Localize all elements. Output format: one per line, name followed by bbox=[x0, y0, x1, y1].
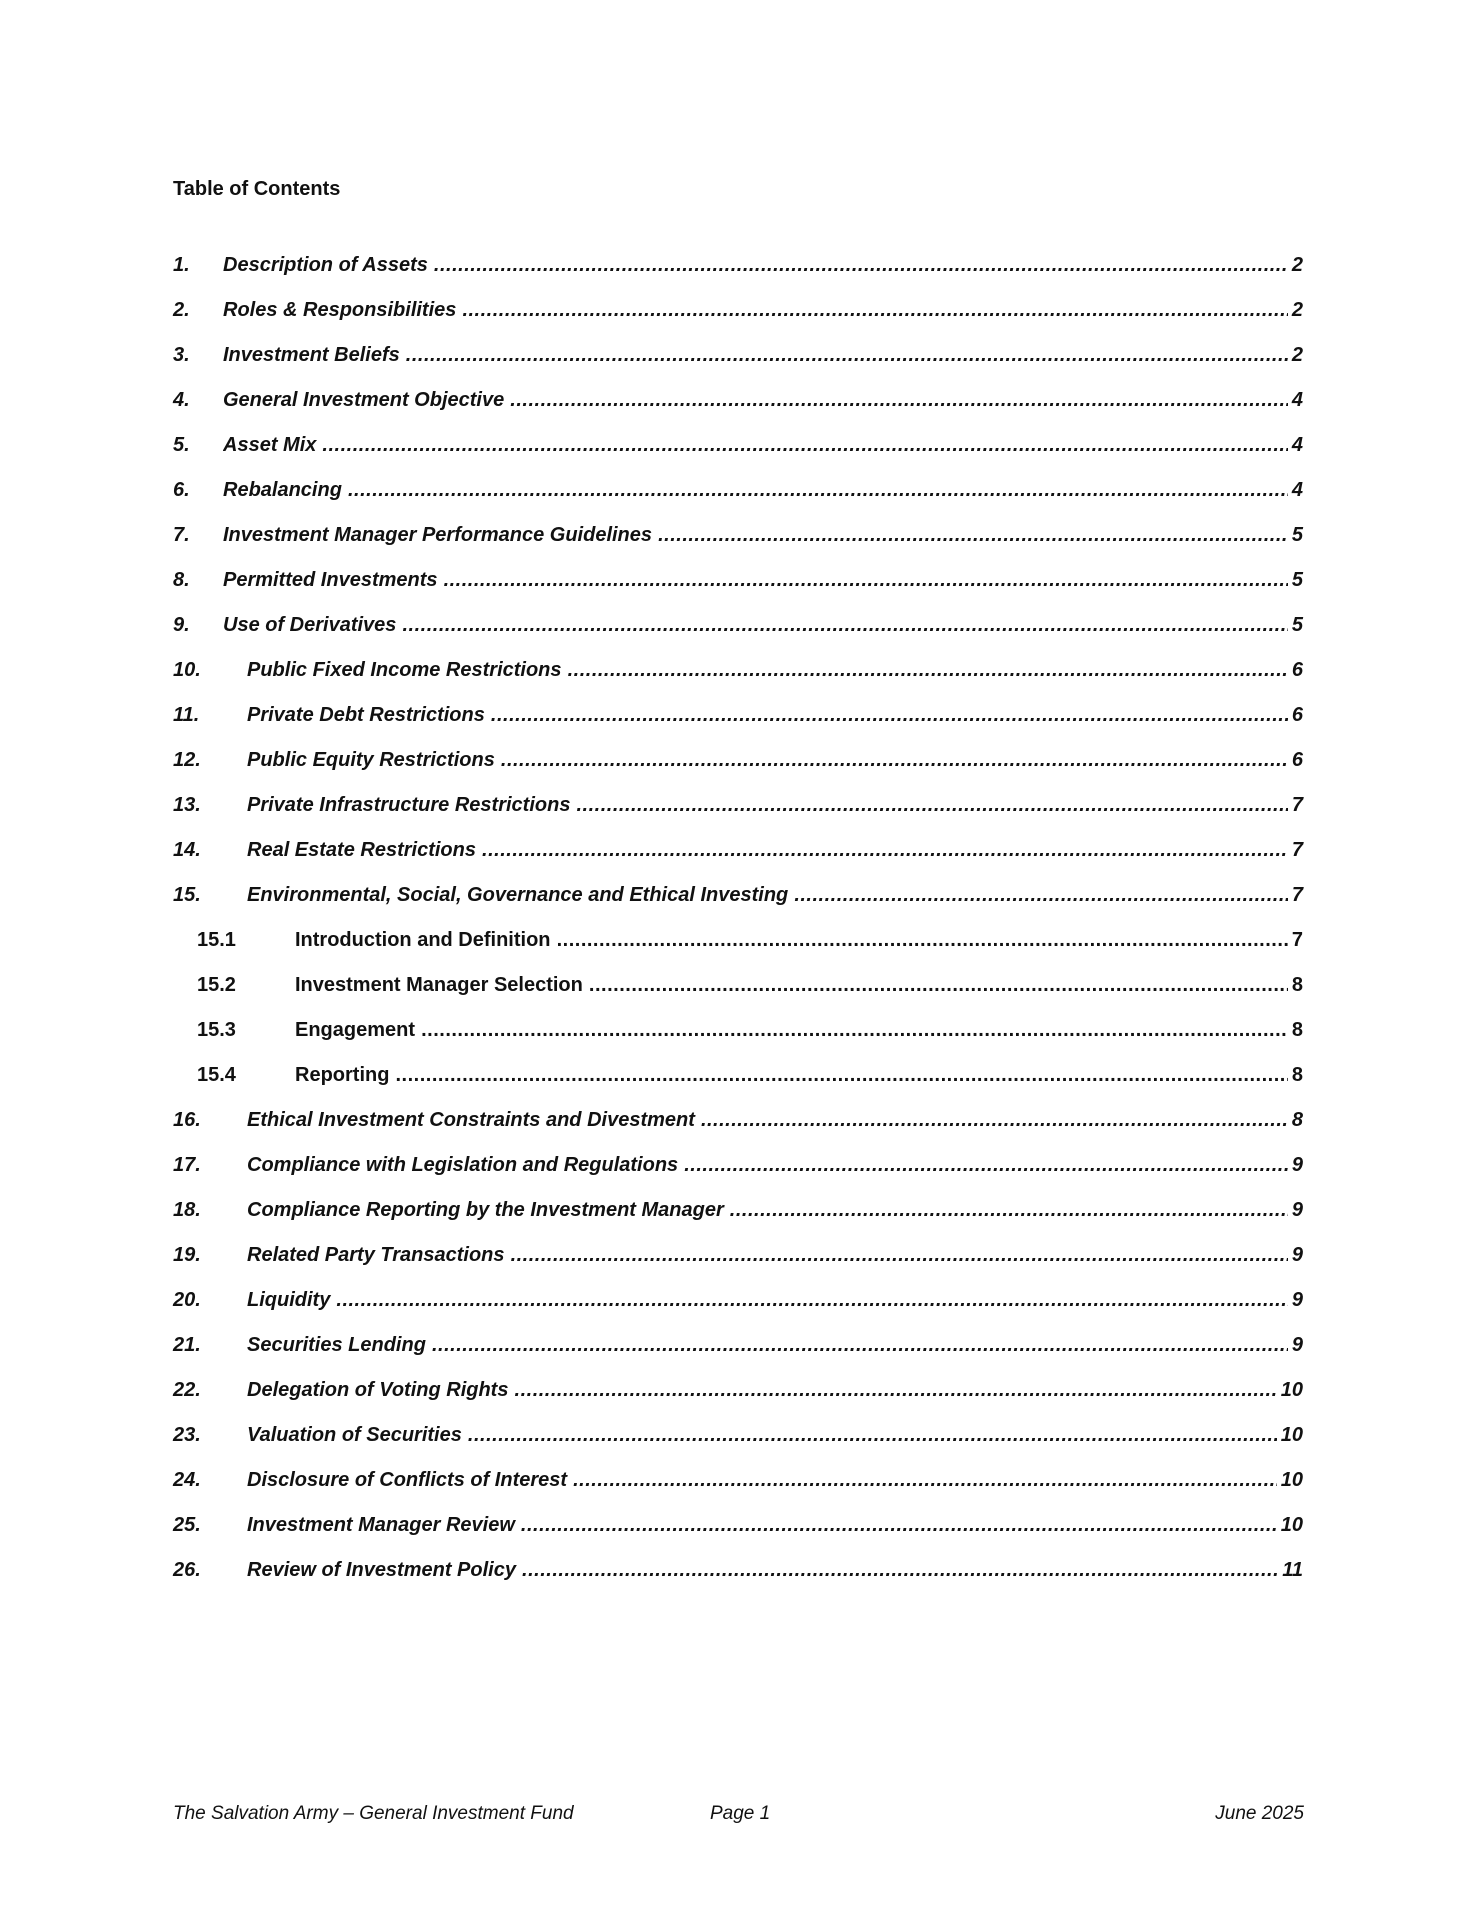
toc-entry[interactable] bbox=[173, 299, 1303, 344]
toc-entry[interactable] bbox=[173, 434, 1303, 479]
toc-entry-number: 10. bbox=[173, 659, 201, 681]
toc-entry-page: 4 bbox=[1288, 389, 1303, 412]
toc-entry[interactable] bbox=[173, 749, 1303, 794]
toc-entry-page: 6 bbox=[1288, 749, 1303, 772]
toc-entry-page: 10 bbox=[1277, 1469, 1303, 1492]
toc-entry[interactable] bbox=[173, 1154, 1303, 1199]
toc-entry-title: Public Equity Restrictions ..... bbox=[247, 749, 1303, 772]
toc-entry-number: 3. bbox=[173, 344, 190, 366]
toc-entry-title: General Investment Objective ..... bbox=[223, 389, 1303, 412]
toc-entry-page: 7 bbox=[1288, 839, 1303, 862]
toc-entry-number: 7. bbox=[173, 524, 190, 546]
toc-entry[interactable] bbox=[173, 1559, 1303, 1604]
toc-entry-page: 9 bbox=[1288, 1154, 1303, 1177]
toc-entry-page: 7 bbox=[1288, 884, 1303, 907]
toc-entry-number: 19. bbox=[173, 1244, 201, 1266]
toc-entry-title: Valuation of Securities ..... bbox=[247, 1424, 1303, 1447]
toc-entry-number: 15.3 bbox=[197, 1019, 236, 1041]
toc-entry-title: Related Party Transactions ..... bbox=[247, 1244, 1303, 1267]
toc-entry-page: 7 bbox=[1288, 929, 1303, 952]
toc-entry-number: 12. bbox=[173, 749, 201, 771]
toc-entry-number: 6. bbox=[173, 479, 190, 501]
table-of-contents bbox=[173, 254, 1303, 1604]
toc-entry-title: Investment Manager Performance Guidelines ..... bbox=[223, 524, 1303, 547]
toc-entry-title: Roles & Responsibilities ..... bbox=[223, 299, 1303, 322]
toc-entry-page: 5 bbox=[1288, 524, 1303, 547]
toc-entry[interactable] bbox=[173, 884, 1303, 929]
toc-entry-page: 4 bbox=[1288, 434, 1303, 457]
toc-entry-title: Private Infrastructure Restrictions ..... bbox=[247, 794, 1303, 817]
toc-entry-page: 9 bbox=[1288, 1244, 1303, 1267]
toc-entry-number: 15. bbox=[173, 884, 201, 906]
toc-entry-number: 14. bbox=[173, 839, 201, 861]
toc-entry[interactable] bbox=[173, 1379, 1303, 1424]
toc-entry[interactable] bbox=[173, 254, 1303, 299]
toc-entry-title: Environmental, Social, Governance and Ethical Investing ..... bbox=[247, 884, 1303, 907]
toc-entry-title: Introduction and Definition ..... bbox=[295, 929, 1303, 952]
toc-entry-page: 5 bbox=[1288, 569, 1303, 592]
toc-entry[interactable] bbox=[173, 1469, 1303, 1514]
toc-entry-number: 9. bbox=[173, 614, 190, 636]
toc-entry[interactable] bbox=[173, 344, 1303, 389]
footer-page-number: Page 1 bbox=[710, 1803, 771, 1824]
toc-entry-page: 6 bbox=[1288, 659, 1303, 682]
toc-entry-number: 11. bbox=[173, 704, 200, 726]
toc-entry-title: Investment Beliefs ..... bbox=[223, 344, 1303, 367]
toc-entry-page: 4 bbox=[1288, 479, 1303, 502]
toc-entry-title: Securities Lending ..... bbox=[247, 1334, 1303, 1357]
toc-entry[interactable] bbox=[173, 1109, 1303, 1154]
toc-entry-page: 8 bbox=[1288, 1109, 1303, 1132]
toc-entry[interactable] bbox=[173, 1289, 1303, 1334]
toc-subentry[interactable] bbox=[173, 1019, 1303, 1064]
toc-entry-title: Asset Mix ..... bbox=[223, 434, 1303, 457]
footer-document-name: The Salvation Army – General Investment Fund bbox=[173, 1803, 574, 1824]
toc-entry[interactable] bbox=[173, 659, 1303, 704]
toc-entry-page: 9 bbox=[1288, 1334, 1303, 1357]
toc-entry-title: Compliance with Legislation and Regulations ..... bbox=[247, 1154, 1303, 1177]
toc-entry[interactable] bbox=[173, 569, 1303, 614]
toc-entry-title: Real Estate Restrictions ..... bbox=[247, 839, 1303, 862]
toc-entry-page: 10 bbox=[1277, 1424, 1303, 1447]
toc-entry-title: Investment Manager Review ..... bbox=[247, 1514, 1303, 1537]
toc-entry-number: 22. bbox=[173, 1379, 201, 1401]
toc-entry[interactable] bbox=[173, 1244, 1303, 1289]
toc-entry-title: Rebalancing ..... bbox=[223, 479, 1303, 502]
toc-entry[interactable] bbox=[173, 794, 1303, 839]
toc-entry-number: 2. bbox=[173, 299, 190, 321]
toc-entry[interactable] bbox=[173, 1514, 1303, 1559]
toc-entry-title: Reporting ..... bbox=[295, 1064, 1303, 1087]
toc-entry-number: 25. bbox=[173, 1514, 201, 1536]
toc-entry-page: 6 bbox=[1288, 704, 1303, 727]
toc-entry-number: 15.2 bbox=[197, 974, 236, 996]
toc-entry-number: 1. bbox=[173, 254, 190, 276]
toc-entry[interactable] bbox=[173, 704, 1303, 749]
toc-entry-page: 5 bbox=[1288, 614, 1303, 637]
toc-entry-title: Review of Investment Policy ..... bbox=[247, 1559, 1303, 1582]
toc-entry[interactable] bbox=[173, 614, 1303, 659]
toc-entry-number: 16. bbox=[173, 1109, 201, 1131]
toc-entry[interactable] bbox=[173, 524, 1303, 569]
toc-entry-number: 18. bbox=[173, 1199, 201, 1221]
toc-entry-number: 15.4 bbox=[197, 1064, 236, 1086]
toc-entry-number: 4. bbox=[173, 389, 190, 411]
toc-entry-title: Disclosure of Conflicts of Interest ..... bbox=[247, 1469, 1303, 1492]
toc-entry-title: Delegation of Voting Rights ..... bbox=[247, 1379, 1303, 1402]
toc-entry-number: 13. bbox=[173, 794, 201, 816]
toc-entry-page: 8 bbox=[1288, 1019, 1303, 1042]
toc-subentry[interactable] bbox=[173, 929, 1303, 974]
toc-entry-page: 2 bbox=[1288, 299, 1303, 322]
toc-entry-page: 2 bbox=[1288, 344, 1303, 367]
toc-entry-page: 7 bbox=[1288, 794, 1303, 817]
toc-entry-number: 20. bbox=[173, 1289, 201, 1311]
toc-entry-number: 15.1 bbox=[197, 929, 236, 951]
toc-entry[interactable] bbox=[173, 1424, 1303, 1469]
toc-entry-title: Engagement ..... bbox=[295, 1019, 1303, 1042]
toc-entry-title: Liquidity ..... bbox=[247, 1289, 1303, 1312]
toc-entry-page: 8 bbox=[1288, 1064, 1303, 1087]
toc-entry-number: 21. bbox=[173, 1334, 201, 1356]
toc-entry[interactable] bbox=[173, 389, 1303, 434]
toc-entry-title: Compliance Reporting by the Investment Manager ..... bbox=[247, 1199, 1303, 1222]
toc-entry[interactable] bbox=[173, 1199, 1303, 1244]
toc-subentry[interactable] bbox=[173, 974, 1303, 1019]
toc-entry-title: Investment Manager Selection ..... bbox=[295, 974, 1303, 997]
toc-entry-page: 8 bbox=[1288, 974, 1303, 997]
toc-entry-title: Private Debt Restrictions ..... bbox=[247, 704, 1303, 727]
toc-entry-page: 9 bbox=[1288, 1289, 1303, 1312]
toc-entry-title: Public Fixed Income Restrictions ..... bbox=[247, 659, 1303, 682]
toc-entry-page: 2 bbox=[1288, 254, 1303, 277]
toc-entry-page: 9 bbox=[1288, 1199, 1303, 1222]
toc-entry-number: 24. bbox=[173, 1469, 201, 1491]
toc-entry-page: 11 bbox=[1278, 1559, 1303, 1582]
toc-entry-number: 17. bbox=[173, 1154, 201, 1176]
toc-entry-page: 10 bbox=[1277, 1514, 1303, 1537]
toc-entry[interactable] bbox=[173, 479, 1303, 524]
toc-entry-number: 26. bbox=[173, 1559, 201, 1581]
toc-entry-number: 23. bbox=[173, 1424, 201, 1446]
toc-entry-title: Use of Derivatives ..... bbox=[223, 614, 1303, 637]
toc-entry-number: 5. bbox=[173, 434, 190, 456]
toc-entry[interactable] bbox=[173, 839, 1303, 884]
toc-entry-title: Permitted Investments ..... bbox=[223, 569, 1303, 592]
toc-title: Table of Contents bbox=[173, 178, 341, 200]
toc-entry-title: Description of Assets ..... bbox=[223, 254, 1303, 277]
toc-subentry[interactable] bbox=[173, 1064, 1303, 1109]
toc-entry[interactable] bbox=[173, 1334, 1303, 1379]
toc-entry-title: Ethical Investment Constraints and Divestment ..... bbox=[247, 1109, 1303, 1132]
toc-entry-number: 8. bbox=[173, 569, 190, 591]
toc-entry-page: 10 bbox=[1277, 1379, 1303, 1402]
footer-date: June 2025 bbox=[1215, 1803, 1304, 1824]
